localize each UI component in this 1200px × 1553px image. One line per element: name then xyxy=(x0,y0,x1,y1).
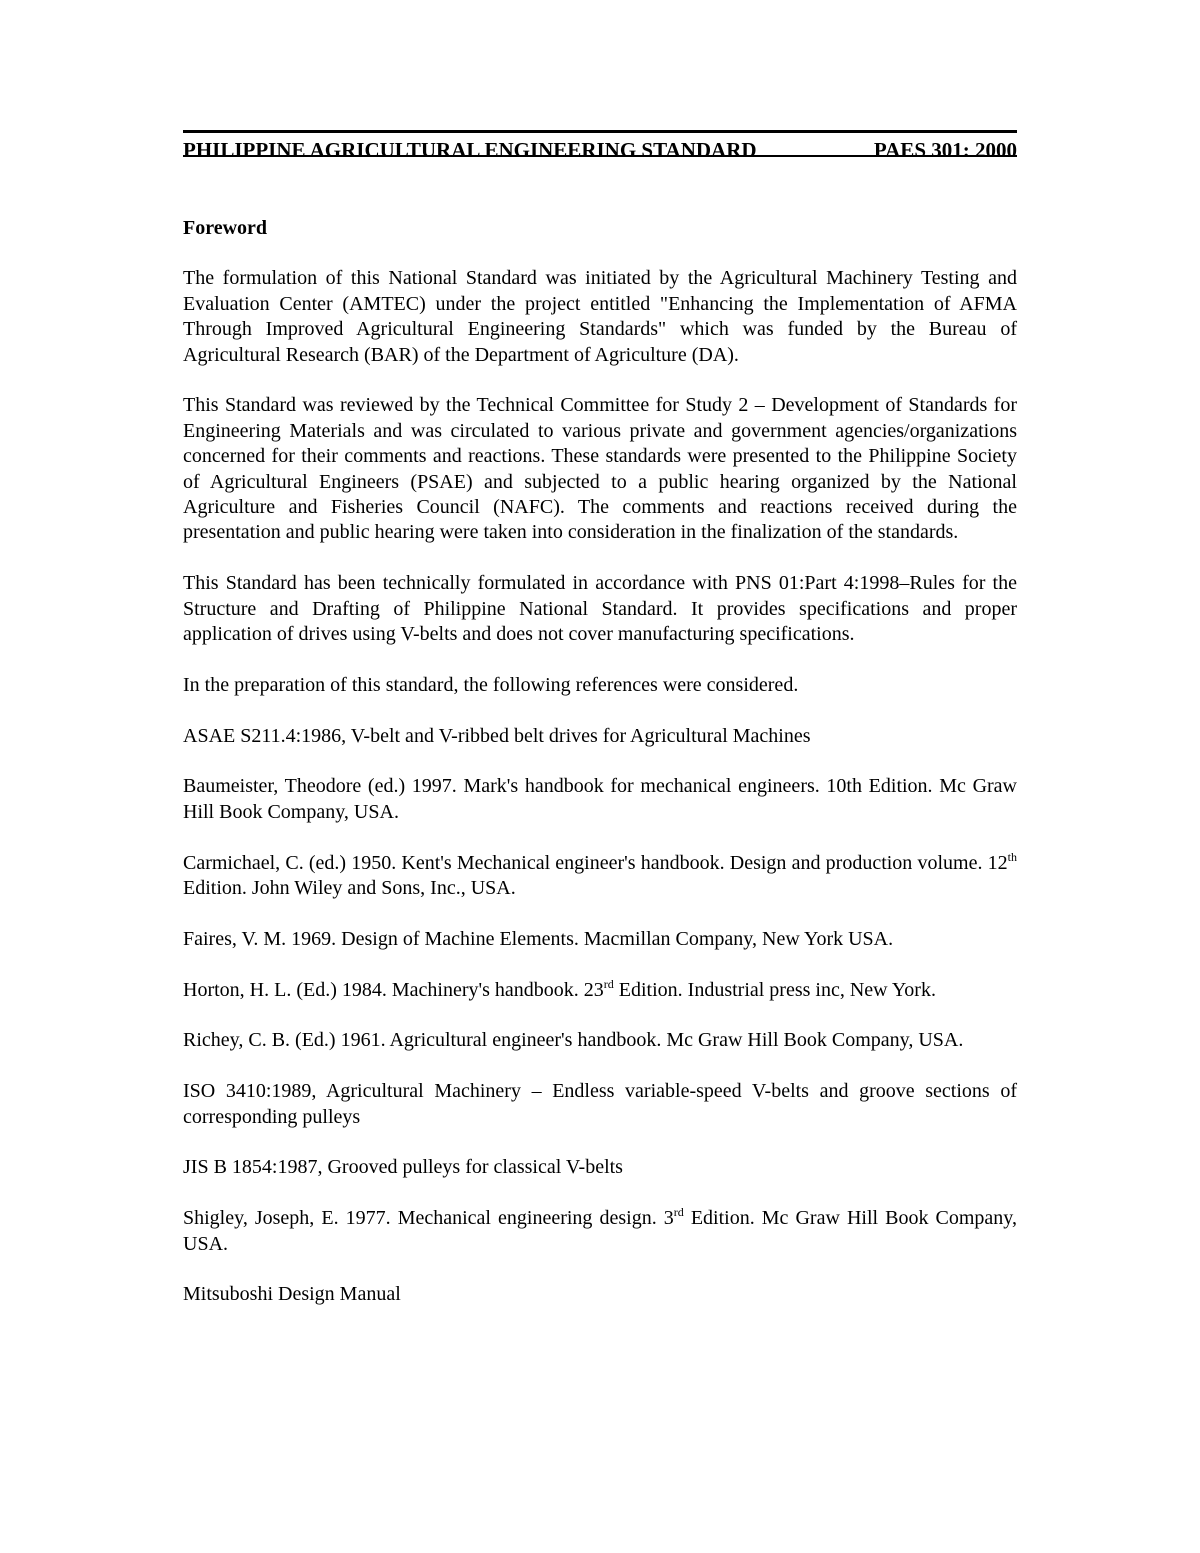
reference-item xyxy=(183,851,1017,902)
reference-text: Mitsuboshi Design Manual xyxy=(183,1283,401,1306)
foreword-paragraph-2: This Standard was reviewed by the Technical Committee for Study 2 – Development of Standards for Engineering Materials and was circulated to various private and government agencies/organizations concerned for their comments and reactions. These standards were presented to the Philippine Society of Agricultural Engineers (PSAE) and subjected to a public hearing organized by the National Agriculture and Fisheries Council (NAFC). The comments and reactions received during the presentation and public hearing were taken into consideration in the finalization of the standards. xyxy=(183,394,1017,544)
foreword-paragraph-4: In the preparation of this standard, the following references were considered. xyxy=(183,673,799,696)
reference-item xyxy=(183,1206,1017,1257)
reference-item xyxy=(183,1079,1017,1130)
reference-text: Edition. Mc Graw Hill Book Company, USA. xyxy=(183,1207,1017,1255)
page-header xyxy=(183,130,1017,162)
reference-text: Richey, C. B. (Ed.) 1961. Agricultural engineer's handbook. Mc Graw Hill Book Company, USA. xyxy=(183,1029,964,1052)
document-body xyxy=(183,216,1017,1333)
reference-text: JIS B 1854:1987, Grooved pulleys for classical V-belts xyxy=(183,1156,623,1179)
section-heading: Foreword xyxy=(183,217,268,239)
reference-text: Faires, V. M. 1969. Design of Machine Elements. Macmillan Company, New York USA. xyxy=(183,927,894,950)
reference-text: Edition. John Wiley and Sons, Inc., USA. xyxy=(183,877,516,900)
reference-text: ASAE S211.4:1986, V-belt and V-ribbed belt drives for Agricultural Machines xyxy=(183,724,811,747)
foreword-paragraph-1: The formulation of this National Standard was initiated by the Agricultural Machinery Testing and Evaluation Center (AMTEC) under the project entitled "Enhancing the Implementation of AFMA Through Improved Agricultural Engineering Standards" which was funded by the Bureau of Agricultural Research (BAR) of the Department of Agriculture (DA). xyxy=(183,267,1017,366)
reference-item xyxy=(183,774,1017,825)
reference-text: Horton, H. L. (Ed.) 1984. Machinery's handbook. 23 xyxy=(183,978,604,1001)
reference-text: Edition. Industrial press inc, New York. xyxy=(613,978,936,1001)
reference-item xyxy=(183,978,1017,1003)
standard-title: PHILIPPINE AGRICULTURAL ENGINEERING STANDARD xyxy=(183,138,757,162)
reference-text: ISO 3410:1989, Agricultural Machinery – Endless variable-speed V-belts and groove sections of corresponding pulleys xyxy=(183,1080,1017,1128)
reference-item xyxy=(183,724,1017,749)
superscript: th xyxy=(1007,849,1017,864)
standard-code: PAES 301: 2000 xyxy=(873,138,1017,162)
foreword-paragraph-3: This Standard has been technically formulated in accordance with PNS 01:Part 4:1998–Rules for the Structure and Drafting of Philippine National Standard. It provides specifications and proper application of drives using V-belts and does not cover manufacturing specifications. xyxy=(183,572,1017,646)
reference-text: Carmichael, C. (ed.) 1950. Kent's Mechanical engineer's handbook. Design and production volume. 12 xyxy=(183,851,1008,874)
superscript: rd xyxy=(673,1205,684,1220)
superscript: rd xyxy=(603,976,614,991)
reference-item xyxy=(183,1282,1017,1307)
reference-text: Shigley, Joseph, E. 1977. Mechanical engineering design. 3 xyxy=(183,1207,674,1230)
reference-item xyxy=(183,1155,1017,1180)
reference-text: Baumeister, Theodore (ed.) 1997. Mark's handbook for mechanical engineers. 10th Edition. Mc Graw Hill Book Company, USA. xyxy=(183,775,1017,823)
reference-item xyxy=(183,927,1017,952)
reference-item xyxy=(183,1028,1017,1053)
